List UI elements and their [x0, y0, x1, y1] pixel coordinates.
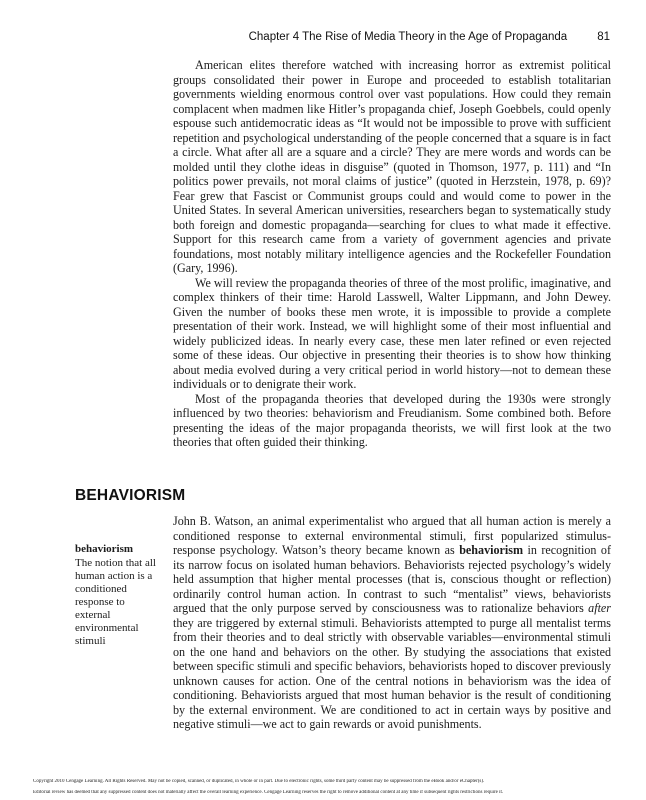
glossary-term: behaviorism	[75, 543, 134, 555]
behaviorism-text-part-1: John B. Watson, an animal experimentalist who argued that all human action is merely a conditioned response to external environmental stimuli, first popularized stimulus-response psychology. Watson’s theory became known as	[173, 514, 611, 557]
behaviorism-text-part-3: they are triggered by external stimuli. Behaviorists attempted to purge all mentalist terms from their theories and to deal strictly with observable variables—environmental stimuli on the one hand and behaviors on the other. By studying the associations that existed between specific stimuli and specific behaviors, behaviorists hoped to discover previously unknown causes for action. One of the central notions in behaviorism was the idea of conditioning. Behaviorists argued that most human behavior is the result of conditioning by the external environment. We are conditioned to act in certain ways by positive and negative stimuli—we act to gain rewards or avoid punishments.	[173, 615, 611, 731]
copyright-notice: Copyright 2010 Cengage Learning. All Rights Reserved. May not be copied, scanned, or duplicated, in whole or in part. Due to electronic rights, some third party content may be suppressed from the eBook and/or eChapter(s).	[33, 779, 485, 784]
glossary-definition: The notion that all human action is a conditioned response to external environmental stimuli	[75, 557, 156, 647]
running-title: Chapter 4 The Rise of Media Theory in the Age of Propaganda	[248, 31, 568, 43]
page-number: 81	[597, 31, 610, 43]
body-text	[173, 58, 611, 450]
section-body	[173, 514, 611, 732]
paragraph-theorists: We will review the propaganda theories of three of the most prolific, imaginative, and complex thinkers of their time: Harold Lasswell, Walter Lippmann, and John Dewey. Given the number of books these men wrote, it is impossible to provide a complete presentation of their work. Instead, we will highlight some of their most influential and widely publicized ideas. In nearly every case, these men later refined or even rejected some of these ideas. Our objective in presenting their theories is to show how thinking about media evolved during a very critical period in world history—not to demean these individuals or to denigrate their work.	[173, 275, 611, 391]
paragraph-theories: Most of the propaganda theories that developed during the 1930s were strongly influenced by two theories: behaviorism and Freudianism. Some combined both. Before presenting the ideas of the major propaganda theorists, we will first look at the two theories that often guided their thinking.	[173, 391, 611, 449]
paragraph-elites: American elites therefore watched with increasing horror as extremist political groups consolidated their power in Europe and proceeded to establish totalitarian governments wielding enormous control over vast populations. How could they remain complacent when madmen like Hitler’s propaganda chief, Joseph Goebbels, could openly espouse such antidemocratic ideas as “It would not be impossible to prove with sufficient repetition and psychological understanding of the people concerned that a square is in fact a circle. What after all are a square and a circle? They are mere words and words can be molded until they clothe ideas in disguise” (quoted in Thomson, 1977, p. 111) and “In politics power prevails, not moral claims of justice” (quoted in Herzstein, 1978, p. 69)? Fear grew that Fascist or Communist groups could and would come to power in the United States. In several American universities, researchers began to systematically study both foreign and domestic propaganda—searching for clues to what made it effective. Support for this research came from a variety of government agencies and private foundations, most notably military intelligence agencies and the Rockefeller Foundation (Gary, 1996).	[173, 58, 611, 275]
margin-glossary-note	[75, 543, 161, 648]
emphasis-after: after	[588, 601, 611, 615]
running-header	[0, 31, 610, 43]
section-heading: BEHAVIORISM	[75, 487, 186, 504]
behaviorism-term-bold: behaviorism	[459, 543, 524, 557]
behaviorism-text-part-2: in recognition of its narrow focus on isolated human behaviors. Behaviorists rejected psychology’s widely held assumption that higher mental processes (that is, conscious thought or reflection) ordinarily control human action. In contrast to such “mentalist” views, behaviorists argued that the only purpose served by consciousness was to rationalize behaviors	[173, 543, 611, 615]
paragraph-behaviorism	[173, 514, 611, 732]
editorial-notice: Editorial review has deemed that any suppressed content does not materially affect the overall learning experience. Cengage Learning reserves the right to remove additional content at any time if subsequent rights restrictions require it.	[33, 790, 504, 795]
